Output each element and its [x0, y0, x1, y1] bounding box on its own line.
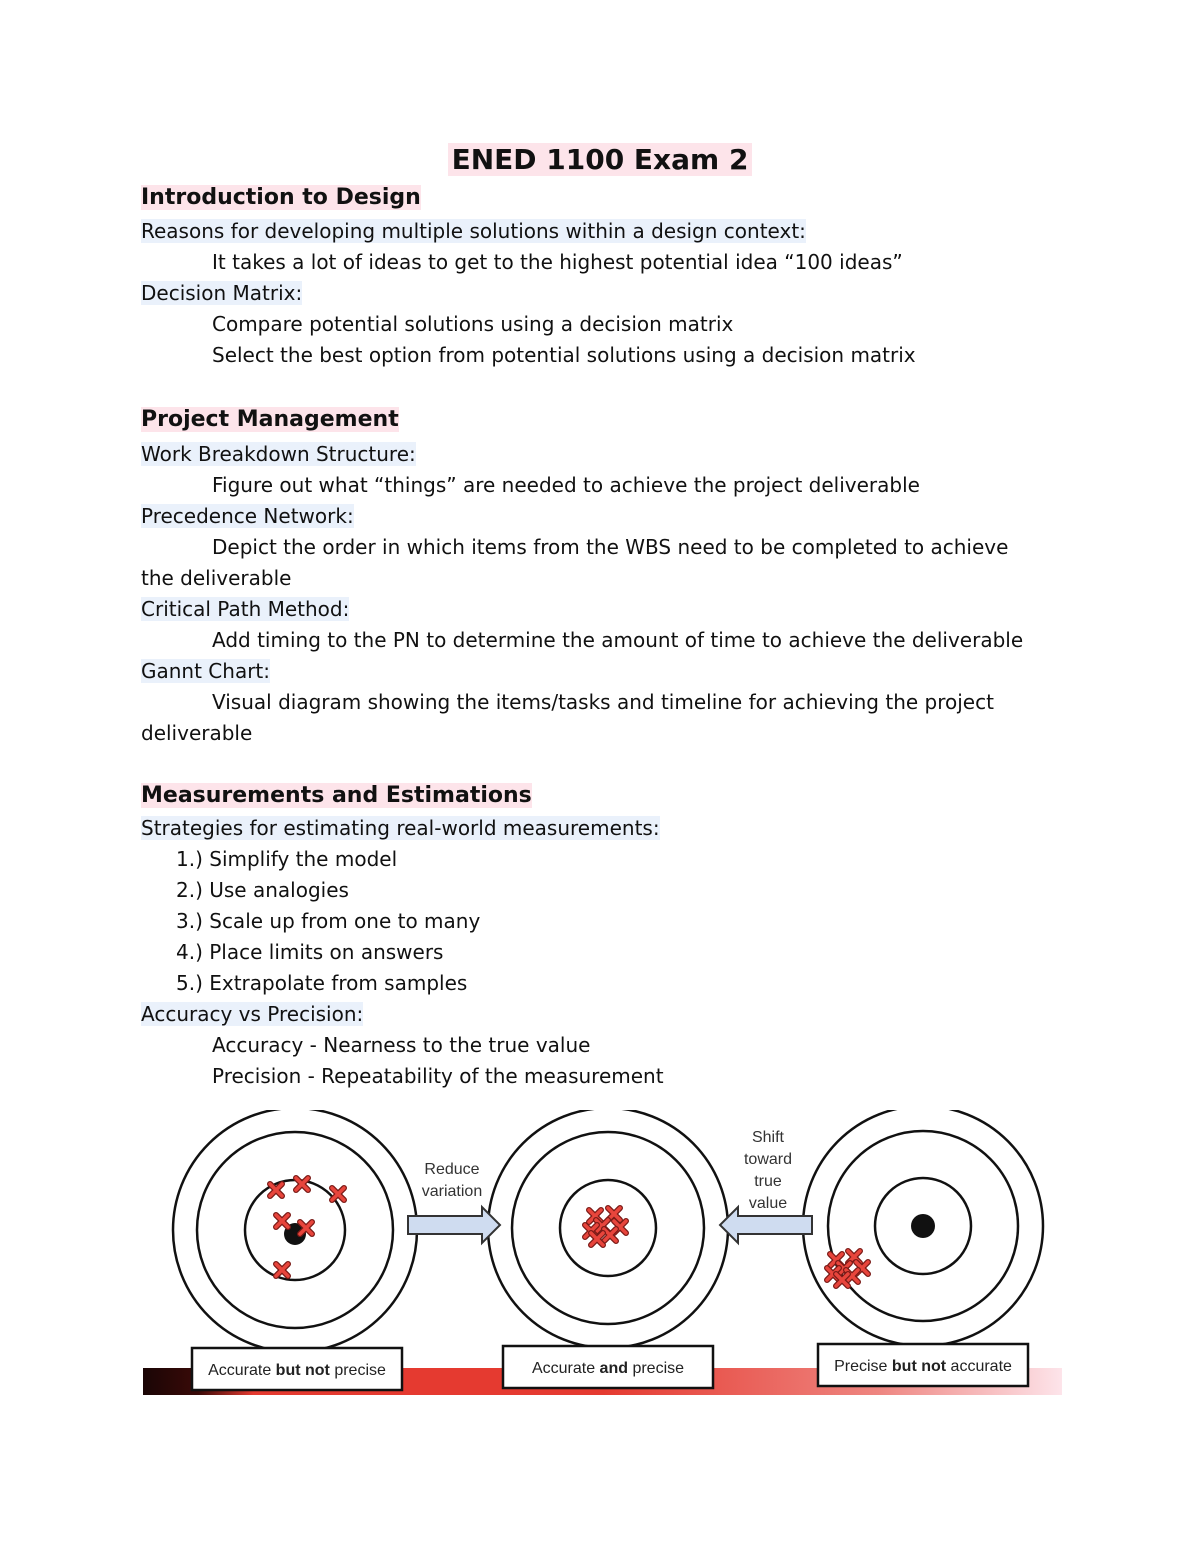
- label-bold: but not: [275, 1362, 330, 1379]
- reasons-label-text: Reasons for developing multiple solutions within a design context:: [141, 219, 806, 243]
- label-box-text: [834, 1358, 1012, 1375]
- cpm-label: [141, 595, 349, 623]
- intro-heading-text: Introduction to Design: [141, 185, 421, 210]
- accuracy-text: Accuracy - Nearness to the true value: [212, 1033, 591, 1057]
- wbs-text: Figure out what “things” are needed to achieve the project deliverable: [212, 473, 920, 497]
- strategy-item: 2.) Use analogies: [176, 878, 349, 902]
- gantt-label: [141, 657, 270, 685]
- strategies-label-text: Strategies for estimating real-world measurements:: [141, 816, 660, 840]
- strategy-item: 1.) Simplify the model: [176, 847, 398, 871]
- gantt-text-1: Visual diagram showing the items/tasks and timeline for achieving the project: [212, 690, 994, 714]
- matrix-label-text: Decision Matrix:: [141, 281, 303, 305]
- x-marker-icon: [604, 1229, 616, 1241]
- label-pre: Accurate: [208, 1362, 276, 1379]
- bullseye: [911, 1214, 935, 1238]
- x-marker-icon: [276, 1215, 288, 1227]
- x-marker-icon: [270, 1184, 282, 1196]
- cpm-text: Add timing to the PN to determine the amount of time to achieve the deliverable: [212, 628, 1024, 652]
- strategy-item: 4.) Place limits on answers: [176, 940, 444, 964]
- gantt-text-2: deliverable: [141, 721, 253, 745]
- strategies-label: [141, 814, 660, 842]
- label-bold: but not: [891, 1358, 947, 1375]
- label-post: precise: [628, 1360, 685, 1377]
- precision-text: Precision - Repeatability of the measurement: [212, 1064, 664, 1088]
- label-box-accurate-and-precise: [503, 1346, 713, 1388]
- label-box-text: [208, 1362, 386, 1379]
- matrix-label: [141, 279, 302, 307]
- label-post: precise: [329, 1362, 386, 1379]
- pm-heading-text: Project Management: [141, 407, 399, 432]
- gantt-label-text: Gannt Chart:: [141, 659, 271, 683]
- accuracy-precision-diagram: [140, 1110, 1065, 1410]
- x-marker-icon: [332, 1188, 344, 1200]
- reasons-text: It takes a lot of ideas to get to the highest potential idea “100 ideas”: [212, 250, 903, 274]
- arrow-label: Shift: [751, 1129, 785, 1146]
- me-heading-text: Measurements and Estimations: [141, 783, 532, 808]
- x-marker-icon: [836, 1274, 848, 1286]
- title-text: ENED 1100 Exam 2: [448, 143, 753, 176]
- arrow-label: toward: [743, 1151, 793, 1168]
- label-post: accurate: [946, 1358, 1012, 1375]
- pn-label-text: Precedence Network:: [141, 504, 354, 528]
- avp-label-text: Accuracy vs Precision:: [141, 1002, 364, 1026]
- label-pre: Accurate: [531, 1360, 600, 1377]
- x-marker-icon: [591, 1233, 603, 1245]
- page-title: [0, 140, 1200, 180]
- pm-heading: [141, 406, 399, 434]
- matrix-item: Compare potential solutions using a decision matrix: [212, 312, 734, 336]
- arrow-label: true: [754, 1173, 782, 1190]
- diagram-svg: [140, 1110, 1065, 1410]
- x-marker-icon: [276, 1264, 288, 1276]
- intro-heading: [141, 184, 421, 212]
- strategy-item: 3.) Scale up from one to many: [176, 909, 481, 933]
- arrow-label: value: [748, 1195, 788, 1212]
- reduce-variation-arrow: [408, 1161, 500, 1243]
- me-heading: [141, 782, 532, 810]
- x-marker-icon: [296, 1178, 308, 1190]
- arrow-label: variation: [421, 1183, 483, 1200]
- label-box-precise-not-accurate: [818, 1344, 1028, 1386]
- label-box-text: [532, 1360, 684, 1377]
- cpm-label-text: Critical Path Method:: [141, 597, 350, 621]
- pn-text-2: the deliverable: [141, 566, 292, 590]
- reasons-label: [141, 217, 806, 245]
- shift-toward-true-value-arrow: [720, 1129, 812, 1243]
- x-marker-icon: [300, 1222, 312, 1234]
- label-pre: Precise: [834, 1358, 892, 1375]
- matrix-item: Select the best option from potential solutions using a decision matrix: [212, 343, 916, 367]
- right-arrow-icon: [408, 1207, 500, 1243]
- wbs-label-text: Work Breakdown Structure:: [141, 442, 416, 466]
- arrow-label: Reduce: [424, 1161, 480, 1178]
- label-box-accurate-not-precise: [192, 1348, 402, 1390]
- pn-label: [141, 502, 354, 530]
- left-arrow-icon: [720, 1207, 812, 1243]
- label-bold: and: [599, 1360, 629, 1377]
- wbs-label: [141, 440, 416, 468]
- target-accurate-not-precise: [173, 1110, 417, 1352]
- avp-label: [141, 1000, 363, 1028]
- strategy-item: 5.) Extrapolate from samples: [176, 971, 468, 995]
- target-precise-not-accurate: [803, 1110, 1043, 1346]
- pn-text-1: Depict the order in which items from the WBS need to be completed to achieve: [212, 535, 1009, 559]
